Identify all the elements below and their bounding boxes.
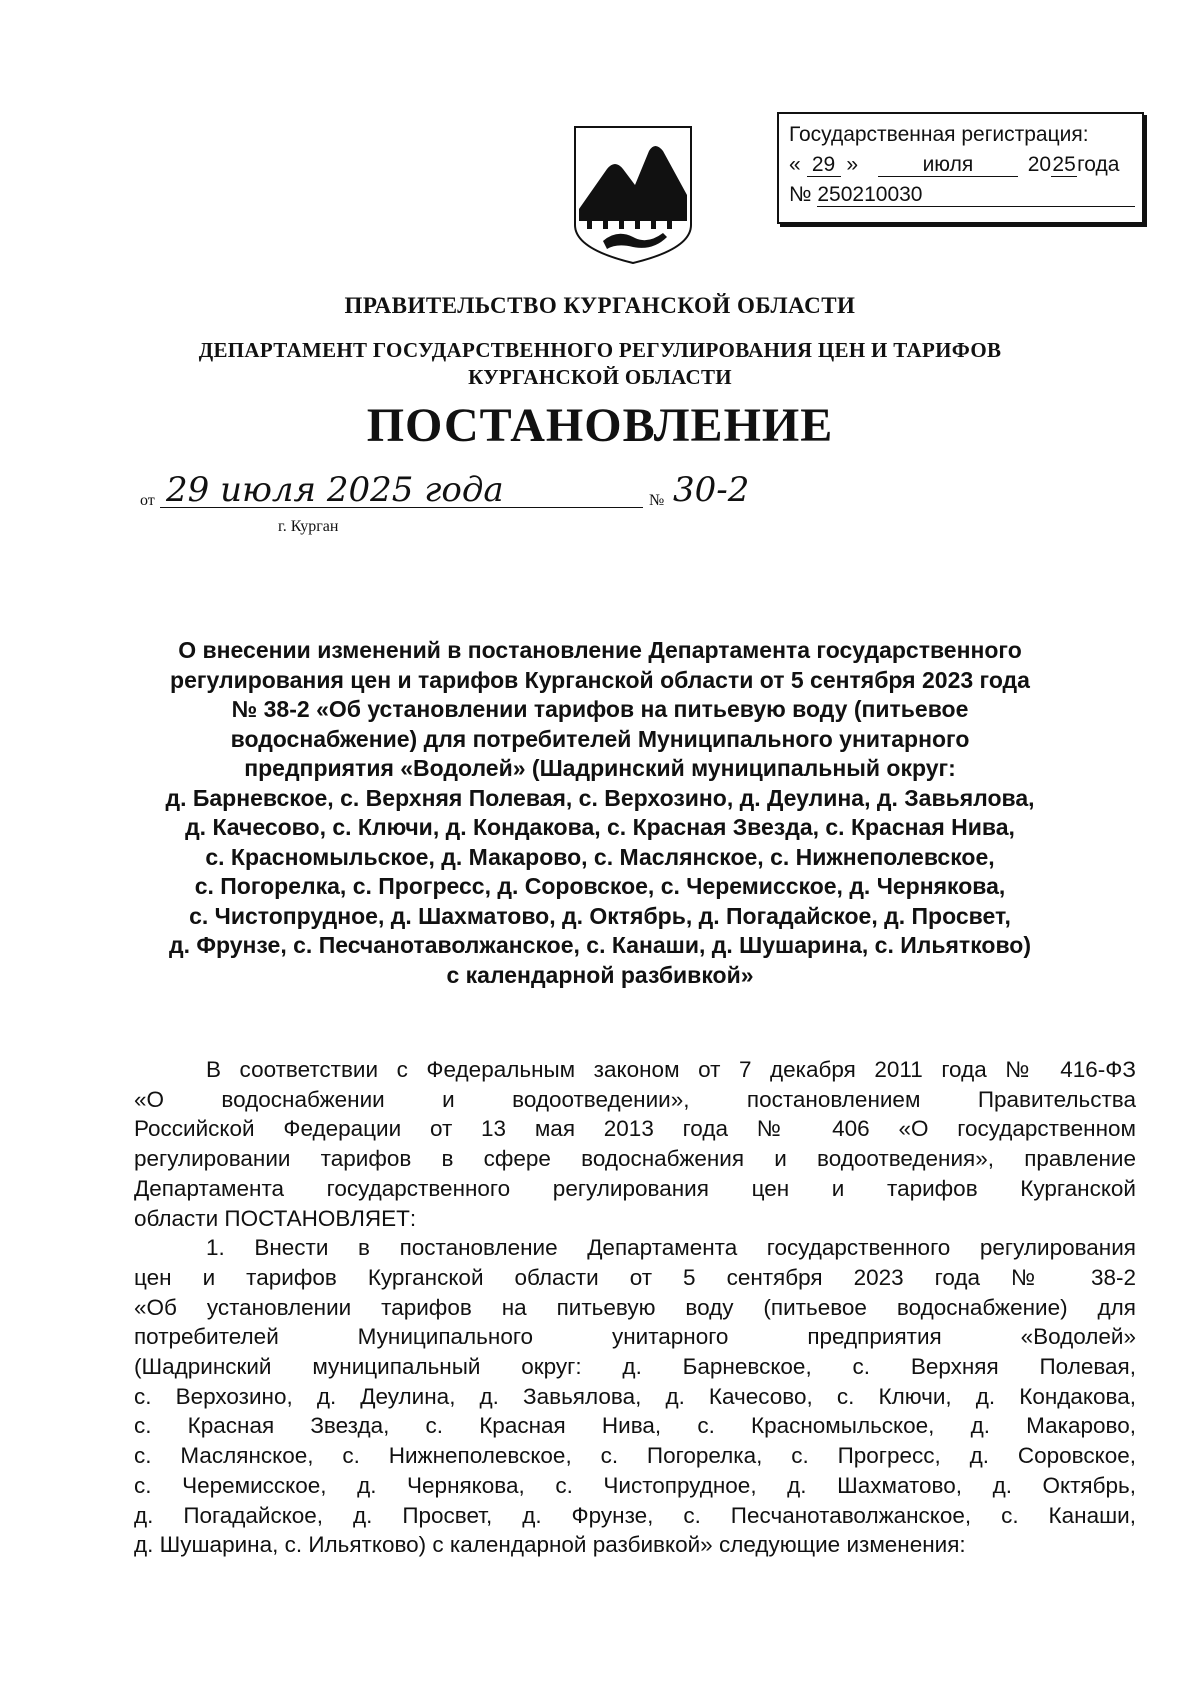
body-line: с. Верхозино, д. Деулина, д. Завьялова, д. Качесово, с. Ключи, д. Кондакова, <box>134 1383 1136 1409</box>
resolution-title <box>60 636 1140 990</box>
registration-date <box>789 150 1132 180</box>
body-line: В соответствии с Федеральным законом от 7 декабря 2011 года № 416-ФЗ <box>206 1057 1136 1082</box>
registration-year-word: года <box>1077 153 1120 176</box>
title-line: с. Погорелка, с. Прогресс, д. Соровское, с. Черемисское, д. Чернякова, <box>194 873 1006 899</box>
title-line: д. Качесово, с. Ключи, д. Кондакова, с. Красная Звезда, с. Красная Нива, <box>185 814 1015 840</box>
registration-label: Государственная регистрация: <box>789 123 1089 146</box>
coat-of-arms-emblem <box>573 125 693 265</box>
body-line: регулировании тарифов в сфере водоснабжения и водоотведения», правление <box>134 1146 1136 1172</box>
registration-day: 29 <box>807 154 841 177</box>
title-line: О внесении изменений в постановление Департамента государственного <box>178 637 1022 663</box>
body-line: с. Черемисское, д. Чернякова, с. Чистопрудное, д. Шахматово, д. Октябрь, <box>134 1472 1136 1498</box>
body-line: 1. Внести в постановление Департамента государственного регулирования <box>206 1235 1136 1261</box>
registration-year-prefix: 20 <box>1027 153 1052 176</box>
registration-stamp <box>777 112 1144 224</box>
body-line: «О водоснабжении и водоотведении», постановлением Правительства <box>134 1086 1136 1112</box>
department-heading <box>0 337 1200 391</box>
body-line: с. Маслянское, с. Нижнеполевское, с. Погорелка, с. Прогресс, д. Соровское, <box>134 1443 1136 1469</box>
title-line: с календарной разбивкой» <box>446 961 754 988</box>
date-number-line <box>140 470 750 512</box>
handwritten-date: 29 июля 2025 года <box>160 472 643 508</box>
resolution-body <box>134 1055 1136 1560</box>
body-line: потребителей Муниципального унитарного предприятия «Водолей» <box>134 1324 1136 1350</box>
title-line: предприятия «Водолей» (Шадринский муниципальный округ: <box>244 755 956 781</box>
handwritten-number: 30-2 <box>673 470 750 510</box>
department-heading-line-1: ДЕПАРТАМЕНТ ГОСУДАРСТВЕННОГО РЕГУЛИРОВАНИЯ ЦЕН И ТАРИФОВ <box>198 338 1002 362</box>
date-from-label: от <box>140 492 155 509</box>
registration-month: июля <box>878 154 1018 177</box>
registration-year-suffix: 25 <box>1052 153 1076 176</box>
registration-quote-close: » <box>846 153 859 176</box>
title-line: № 38-2 «Об установлении тарифов на питьевую воду (питьевое <box>231 696 969 722</box>
body-line: (Шадринский муниципальный округ: д. Барневское, с. Верхняя Полевая, <box>134 1354 1136 1380</box>
title-line: д. Барневское, с. Верхняя Полевая, с. Верхозино, д. Деулина, д. Завьялова, <box>165 784 1035 811</box>
city-label: г. Курган <box>278 518 339 535</box>
body-line: цен и тарифов Курганской области от 5 сентября 2023 года № 38-2 <box>134 1264 1136 1290</box>
body-line: д. Шушарина, с. Ильятково) с календарной разбивкой» следующие изменения: <box>134 1532 966 1558</box>
body-line: д. Погадайское, д. Просвет, д. Фрунзе, с. Песчанотаволжанское, с. Канаши, <box>134 1502 1136 1528</box>
registration-quote-open: « <box>789 153 801 176</box>
body-line: «Об установлении тарифов на питьевую воду (питьевое водоснабжение) для <box>134 1294 1136 1320</box>
title-line: регулирования цен и тарифов Курганской области от 5 сентября 2023 года <box>170 666 1030 693</box>
department-heading-line-2: КУРГАНСКОЙ ОБЛАСТИ <box>468 365 732 389</box>
title-line: с. Чистопрудное, д. Шахматово, д. Октябрь, д. Погадайское, д. Просвет, <box>189 902 1011 929</box>
title-line: водоснабжение) для потребителей Муниципального унитарного <box>230 725 970 752</box>
registration-number-prefix: № <box>789 183 812 206</box>
registration-number-row <box>789 180 1132 210</box>
body-line: Российской Федерации от 13 мая 2013 года № 406 «О государственном <box>134 1116 1136 1142</box>
title-line: д. Фрунзе, с. Песчанотаволжанское, с. Канаши, д. Шушарина, с. Ильятково) <box>168 932 1031 958</box>
title-line: с. Красномыльское, д. Макарово, с. Маслянское, с. Нижнеполевское, <box>205 843 995 870</box>
body-line: Департамента государственного регулирования цен и тарифов Курганской <box>134 1175 1136 1201</box>
body-line: с. Красная Звезда, с. Красная Нива, с. Красномыльское, д. Макарово, <box>134 1413 1136 1439</box>
government-heading: ПРАВИТЕЛЬСТВО КУРГАНСКОЙ ОБЛАСТИ <box>344 293 856 318</box>
number-label: № <box>649 492 665 509</box>
registration-number: 250210030 <box>817 184 1135 207</box>
document-type-heading: ПОСТАНОВЛЕНИЕ <box>366 399 834 452</box>
body-line: области ПОСТАНОВЛЯЕТ: <box>134 1205 417 1231</box>
